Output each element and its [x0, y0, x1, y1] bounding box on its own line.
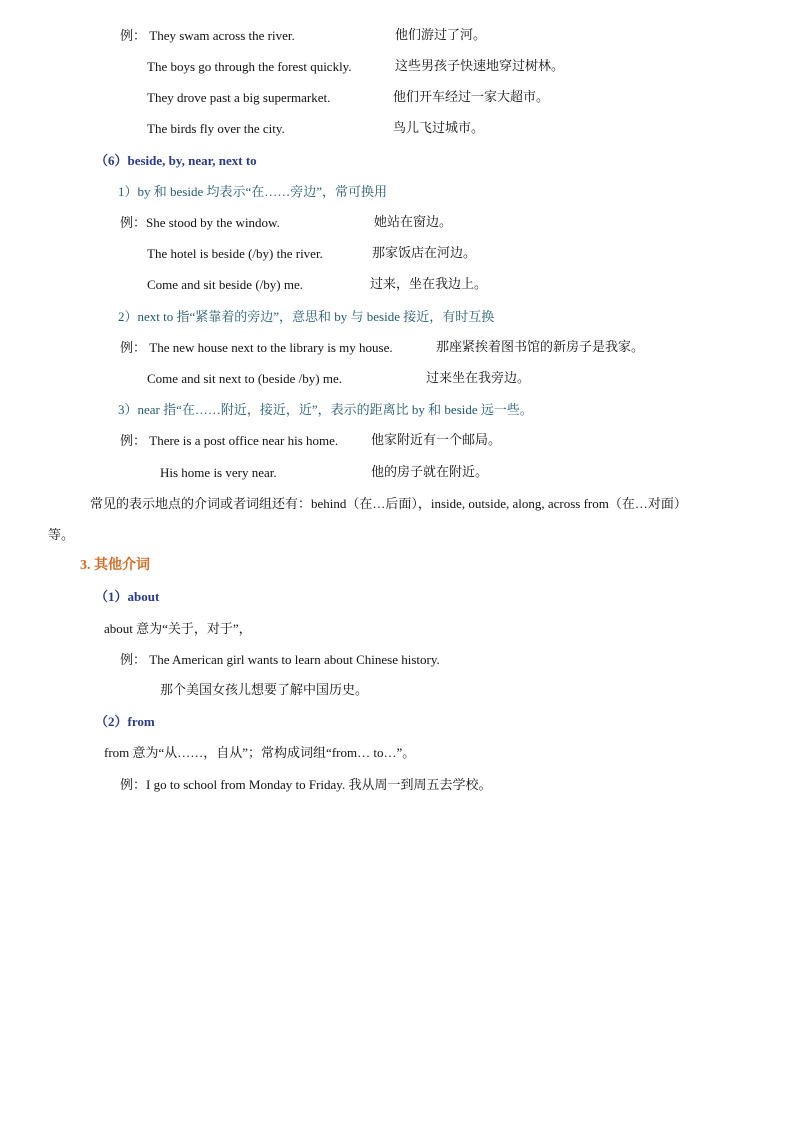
example-en: The hotel is beside (/by) the river.: [147, 246, 323, 261]
subheading: （2）from: [95, 714, 155, 729]
definition: from 意为“从……，自从”；常构成词组“from… to…”。: [104, 745, 416, 760]
example-en: Come and sit beside (/by) me.: [147, 277, 303, 292]
example-en: 例： The American girl wants to learn about Chinese history.: [120, 652, 440, 667]
example-en: 例：I go to school from Monday to Friday. 我从周一到周五去学校。: [120, 777, 492, 792]
paragraph: 常见的表示地点的介词或者词组还有：behind（在…后面），inside, outside, along, across from（在…对面）: [90, 496, 687, 511]
usage-note: 2）next to 指“紧靠着的旁边”，意思和 by 与 beside 接近，有时互换: [118, 309, 495, 324]
example-en: They drove past a big supermarket.: [147, 90, 331, 105]
subheading: （6）beside, by, near, next to: [95, 153, 257, 168]
example-en: 例：She stood by the window.: [120, 215, 280, 230]
subheading: （1）about: [95, 589, 160, 604]
example-cn: 那个美国女孩儿想要了解中国历史。: [160, 683, 369, 698]
example-cn: 那座紧挨着图书馆的新房子是我家。: [436, 340, 645, 355]
usage-note: 3）near 指“在……附近，接近，近”，表示的距离比 by 和 beside 远一些。: [118, 402, 533, 417]
example-en: Come and sit next to (beside /by) me.: [147, 371, 342, 386]
example-en: 例： They swam across the river.: [120, 28, 295, 43]
section-heading: 3. 其他介词: [80, 558, 150, 573]
example-cn: 他们游过了河。: [395, 28, 487, 43]
example-cn: 过来，坐在我边上。: [370, 277, 488, 292]
example-en: 例： There is a post office near his home.: [120, 433, 339, 448]
example-en: The boys go through the forest quickly.: [147, 59, 352, 74]
example-cn: 鸟儿飞过城市。: [393, 121, 485, 136]
example-en: His home is very near.: [160, 465, 277, 480]
example-cn: 过来坐在我旁边。: [426, 371, 531, 386]
definition: about 意为“关于，对于”，: [104, 621, 252, 636]
paragraph: 等。: [48, 527, 75, 542]
example-cn: 他家附近有一个邮局。: [371, 433, 502, 448]
example-cn: 她站在窗边。: [374, 215, 453, 230]
example-cn: 他的房子就在附近。: [371, 465, 489, 480]
example-cn: 这些男孩子快速地穿过树林。: [395, 59, 565, 74]
example-en: 例： The new house next to the library is my house.: [120, 340, 393, 355]
example-en: The birds fly over the city.: [147, 121, 285, 136]
usage-note: 1）by 和 beside 均表示“在……旁边”，常可换用: [118, 184, 388, 199]
example-cn: 那家饭店在河边。: [372, 246, 477, 261]
example-cn: 他们开车经过一家大超市。: [393, 90, 550, 105]
